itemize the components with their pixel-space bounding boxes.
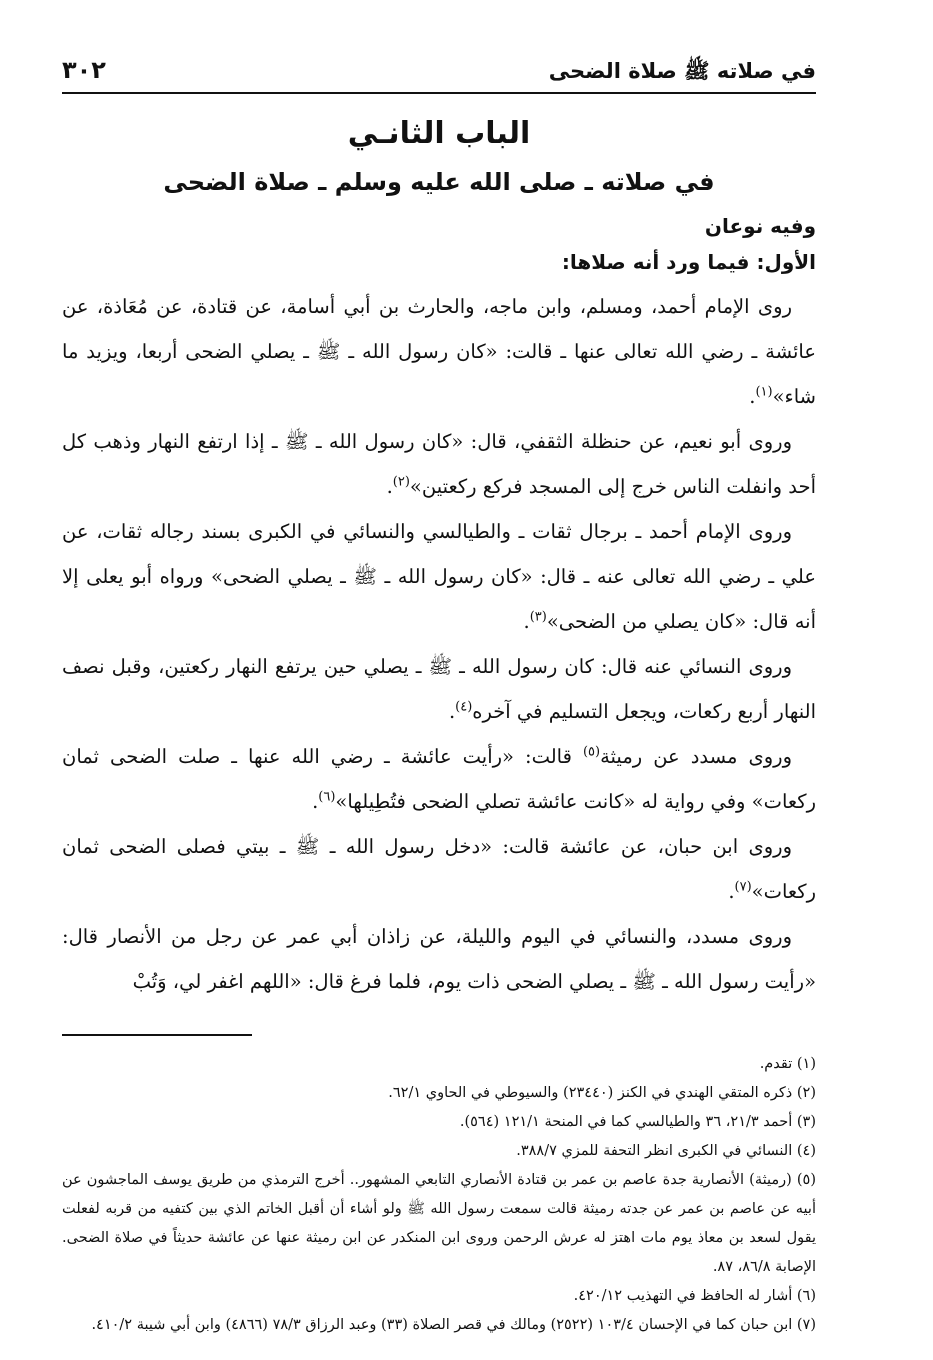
footnote-separator-wrap <box>62 1034 816 1036</box>
footnotes <box>62 1050 816 1340</box>
footnote: (٧) ابن حبان كما في الإحسان ١٠٣/٤ (٢٥٢٢) ومالك في قصر الصلاة (٣٣) وعبد الرزاق ٧٨/٣ (٤٨٦٦) وابن أبي شيبة ٤١٠/٢. <box>91 1317 816 1333</box>
paragraph-tail: . <box>448 700 456 723</box>
page-number: ٣٠٢ <box>62 56 106 84</box>
paragraph-tail: . <box>523 610 530 633</box>
paragraph-text: وروى ابن حبان، عن عائشة قالت: «دخل رسول الله ـ ﷺ ـ بيتي فصلى الضحى ثمان ركعات» <box>62 835 816 903</box>
paragraph <box>62 824 816 914</box>
footnote: (٥) (رميثة) الأنصارية جدة عاصم بن عمر بن قتادة الأنصاري التابعي المشهور.. أخرج الترمذي من طريق يوسف الماجشون عن أبيه عن عاصم بن عمر عن جدته رميثة قالت سمعت رسول الله ﷺ ولو أشاء أن أقبل الخاتم الذي بين كتفيه من قربه لفعلت يقول لسعد بن معاذ يوم مات اهتز له عرش الرحمن وروى ابن المنكدر عن ابن رميثة عنها عن عائشة حديثاً في صلاة الضحى. الإصابة ٨٦/٨، ٨٧. <box>62 1172 816 1275</box>
running-header <box>62 52 816 94</box>
footnote: (٤) النسائي في الكبرى انظر التحفة للمزي ٣٨٨/٧. <box>516 1143 816 1159</box>
paragraph <box>62 734 816 824</box>
paragraph <box>62 509 816 644</box>
paragraph-tail: . <box>749 385 756 408</box>
footnote-ref: (٦) <box>318 789 336 805</box>
paragraph-tail: . <box>386 475 393 498</box>
footnote: (٢) ذكره المتقي الهندي في الكنز (٢٣٤٤٠) والسيوطي في الحاوي ٦٢/١. <box>388 1085 816 1101</box>
paragraph-text: وروى مسدد عن رميثة <box>600 745 792 768</box>
paragraph-tail: . <box>312 790 319 813</box>
paragraph <box>62 284 816 419</box>
running-title: في صلاته ﷺ صلاة الضحى <box>548 59 816 83</box>
chapter-title: الباب الثانـي <box>347 116 531 151</box>
paragraph <box>62 419 816 509</box>
paragraph <box>62 644 816 734</box>
footnote-ref: (٤) <box>455 699 473 715</box>
chapter-subtitle: في صلاته ـ صلى الله عليه وسلم ـ صلاة الضحى <box>163 168 715 196</box>
footnote-separator <box>62 1034 252 1036</box>
paragraph-tail: . <box>728 880 735 903</box>
paragraph-tail: قالت: «رأيت عائشة ـ رضي الله عنها ـ صلت الضحى ثمان ركعات» وفي رواية له «كانت عائشة تصلي الضحى فتُطِيلها» <box>62 745 816 813</box>
section-first-heading: الأول: فيما ورد أنه صلاها: <box>561 250 816 274</box>
footnote: (١) تقدم. <box>759 1056 816 1072</box>
footnote-ref: (٢) <box>392 474 410 490</box>
footnote-ref: (١) <box>755 384 773 400</box>
paragraph-text: روى الإمام أحمد، ومسلم، وابن ماجه، والحارث بن أبي أسامة، عن قتادة، عن مُعَاذة، عن عائشة ـ رضي الله تعالى عنها ـ قالت: «كان رسول الله ـ ﷺ ـ يصلي الضحى أربعا، ويزيد ما شاء» <box>62 295 816 408</box>
paragraph-text: وروى الإمام أحمد ـ برجال ثقات ـ والطيالسي والنسائي في الكبرى بسند رجاله ثقات، عن علي ـ رضي الله تعالى عنه ـ قال: «كان رسول الله ـ ﷺ ـ يصلي الضحى» ورواه أبو يعلى إلا أنه قال: «كان يصلي من الضحى» <box>62 520 816 633</box>
section-intro: وفيه نوعان <box>704 214 816 238</box>
footnote: (٣) أحمد ٢١/٣، ٣٦ والطيالسي كما في المنحة ١٢١/١ (٥٦٤). <box>459 1114 816 1130</box>
footnote-ref: (٧) <box>734 879 752 895</box>
paragraph <box>62 914 816 1004</box>
footnote-ref: (٣) <box>529 609 547 625</box>
paragraph-text: وروى النسائي عنه قال: كان رسول الله ـ ﷺ ـ يصلي حين يرتفع النهار ركعتين، وقبل نصف النهار أربع ركعات، ويجعل التسليم في آخره <box>62 655 816 723</box>
footnote-ref: (٥) <box>582 744 601 760</box>
paragraph-text: وروى مسدد، والنسائي في اليوم والليلة، عن زاذان أبي عمر عن رجل من الأنصار قال: «رأيت رسول الله ـ ﷺ ـ يصلي الضحى ذات يوم، فلما فرغ قال: «اللهم اغفر لي، وَتُبْ <box>62 925 816 993</box>
footnote: (٦) أشار له الحافظ في التهذيب ٤٢٠/١٢. <box>573 1288 816 1304</box>
book-page <box>62 52 816 1342</box>
body-text <box>62 284 816 1004</box>
paragraph-text: وروى أبو نعيم، عن حنظلة الثقفي، قال: «كان رسول الله ـ ﷺ ـ إذا ارتفع النهار وذهب كل أحد وانفلت الناس خرج إلى المسجد فركع ركعتين» <box>62 430 816 498</box>
